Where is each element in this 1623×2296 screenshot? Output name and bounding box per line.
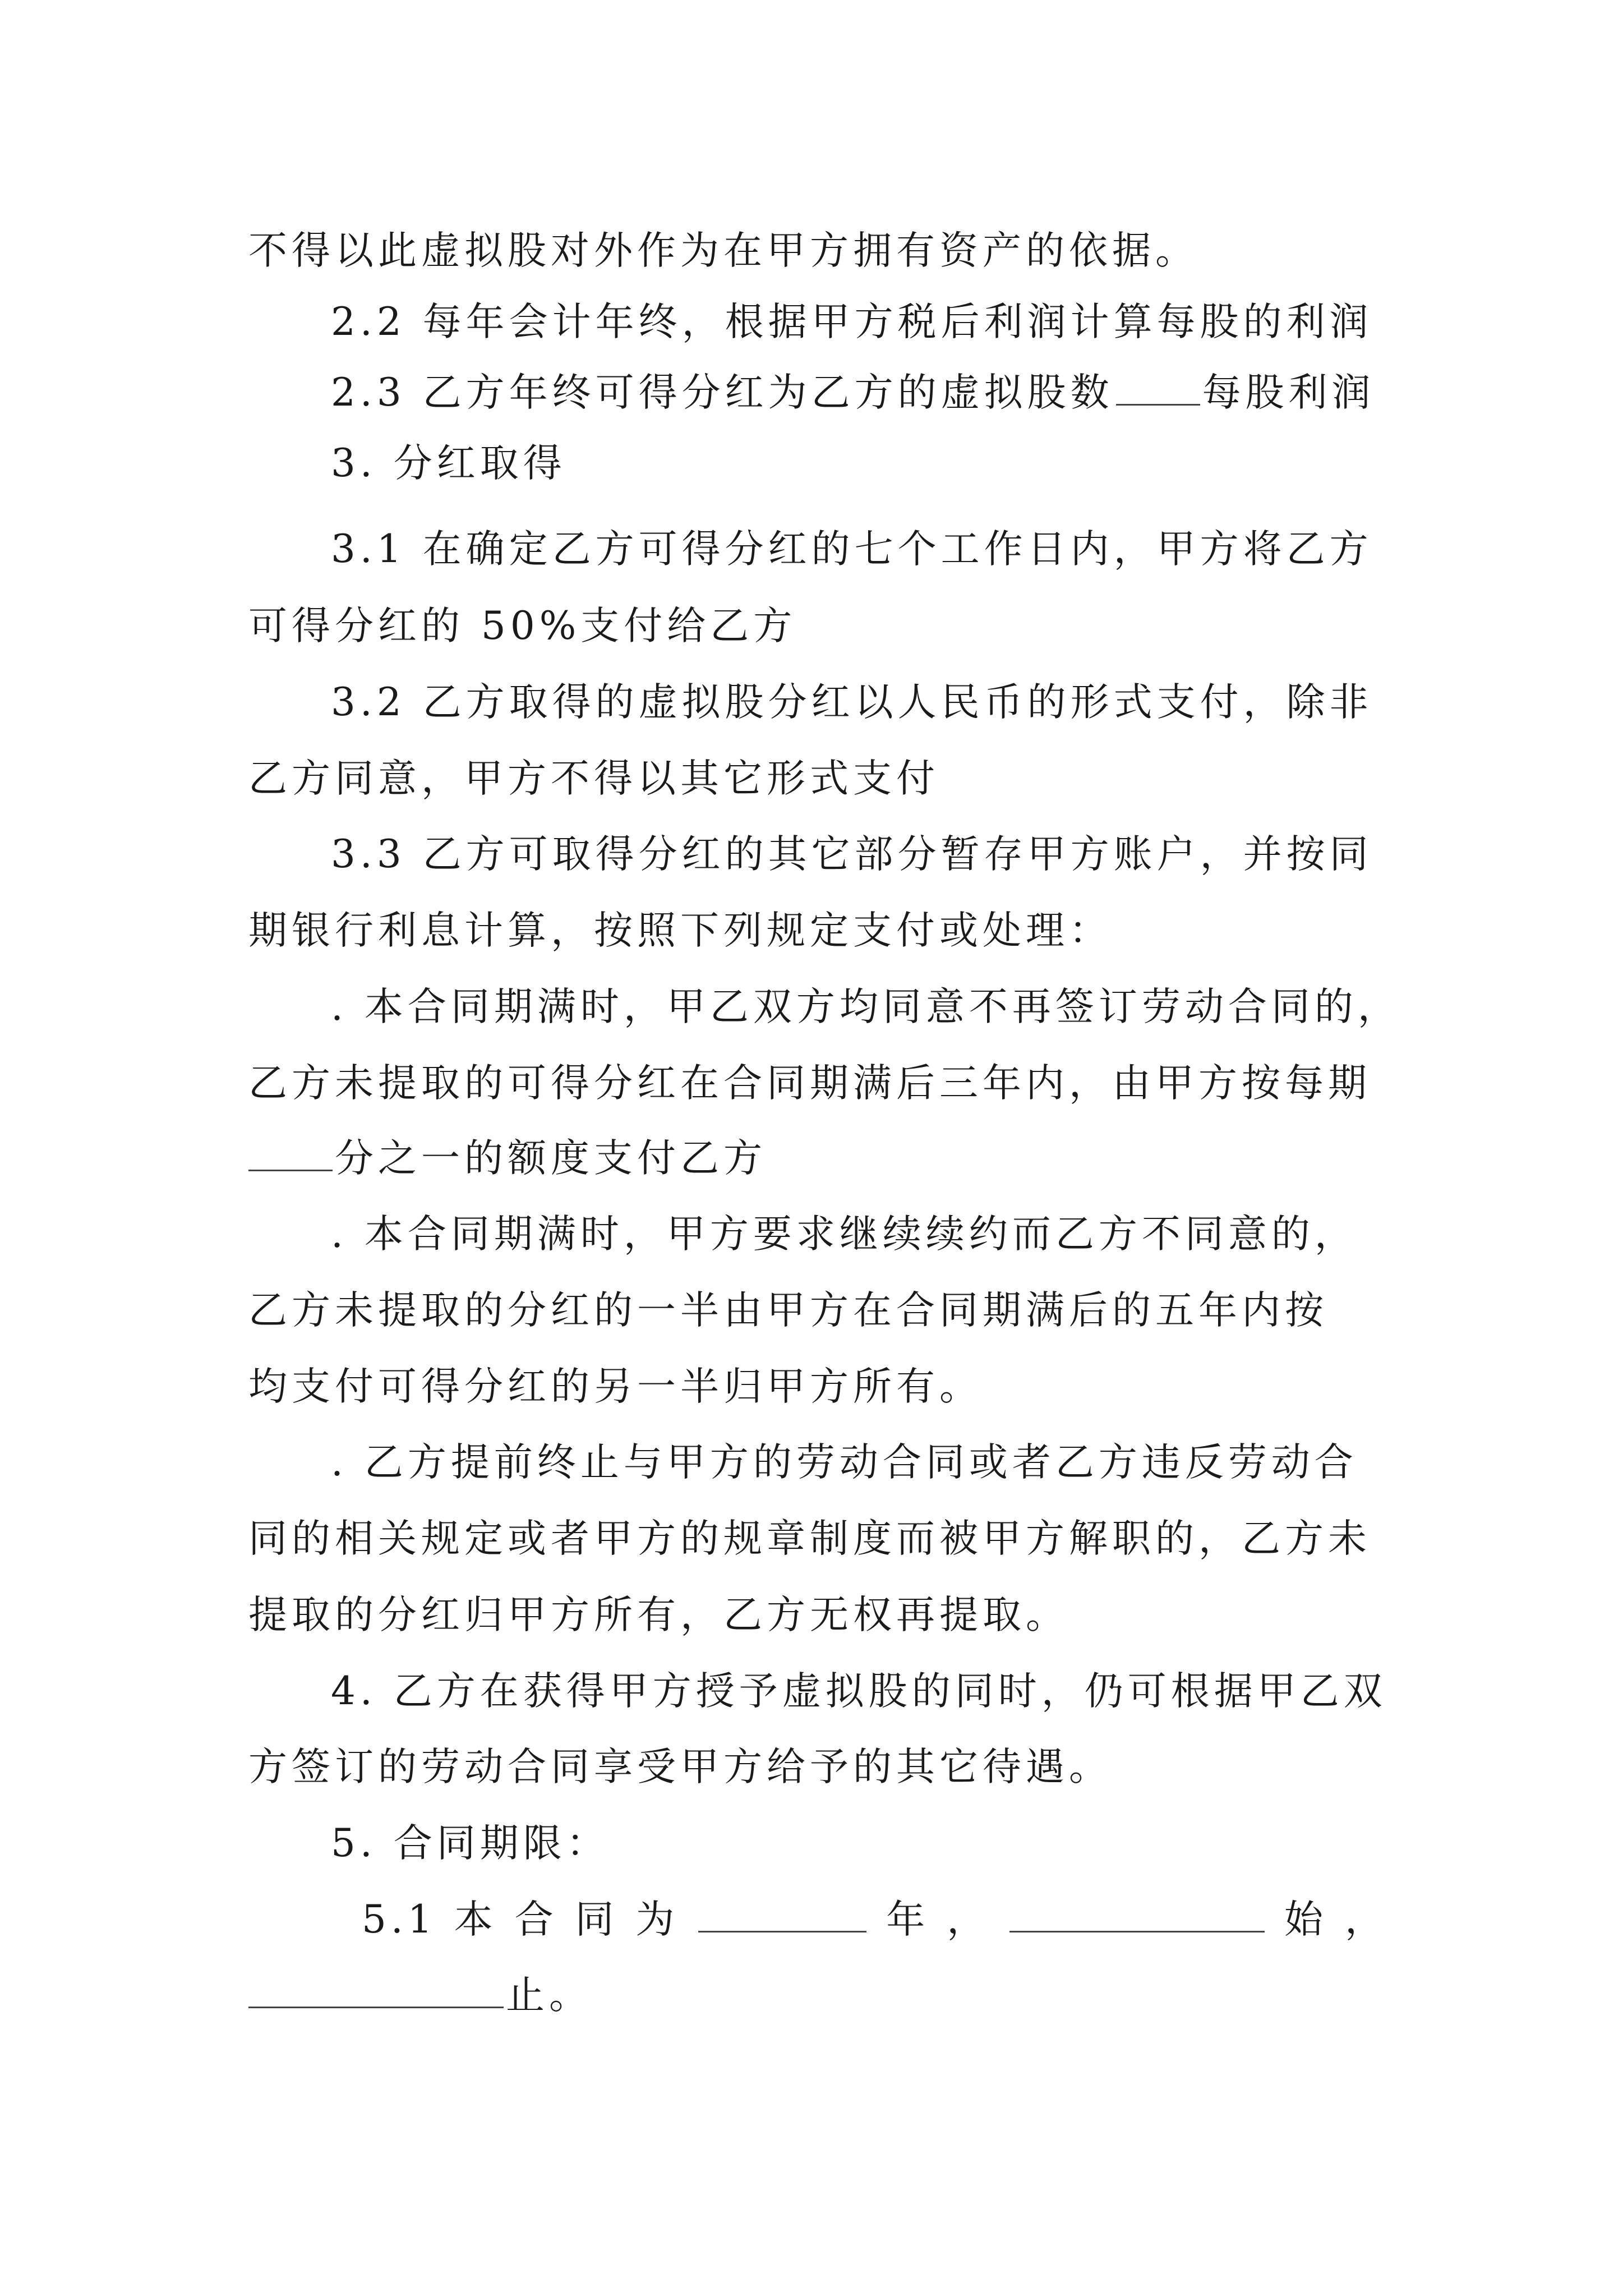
fill-blank[interactable]	[248, 1135, 333, 1171]
text-line: 乙方未提取的可得分红在合同期满后三年内，由甲方按每期	[248, 1061, 1371, 1106]
text-line: 方签订的劳动合同享受甲方给予的其它待遇。	[248, 1745, 1112, 1789]
clause-5-1	[362, 1889, 1388, 1950]
text-line: 可得分红的 50%支付给乙方	[248, 604, 797, 648]
text-line: 不得以此虚拟股对外作为在甲方拥有资产的依据。	[248, 228, 1198, 273]
item-early-termination: . 乙方提前终止与甲方的劳动合同或者乙方违反劳动合	[331, 1440, 1358, 1485]
text-char: 本	[454, 1897, 497, 1942]
item-expiry-both-agree: . 本合同期满时，甲乙双方均同意不再签订劳动合同的，	[331, 984, 1401, 1029]
fill-blank-start-date[interactable]	[1009, 1896, 1265, 1932]
text-char: ，	[947, 1897, 990, 1942]
text-char: 合	[514, 1897, 558, 1942]
section-3-heading: 3. 分红取得	[331, 441, 566, 486]
text-line: 乙方未提取的分红的一半由甲方在合同期满后的五年内按	[248, 1288, 1328, 1333]
text-segment: 止。	[506, 1973, 592, 2018]
fill-blank-years[interactable]	[698, 1896, 866, 1932]
text-line	[248, 1964, 1387, 2026]
item-expiry-renewal: . 本合同期满时，甲方要求继续续约而乙方不同意的，	[331, 1212, 1358, 1257]
text-line: 乙方同意，甲方不得以其它形式支付	[248, 756, 939, 801]
text-char: ，	[1344, 1897, 1388, 1942]
clause-2-3-tail: 每股利润	[1202, 370, 1375, 415]
text-line: 同的相关规定或者甲方的规章制度而被甲方解职的，乙方未	[248, 1516, 1371, 1561]
text-line: 均支付可得分红的另一半归甲方所有。	[248, 1364, 983, 1409]
section-5-heading: 5. 合同期限：	[331, 1821, 610, 1866]
text-char: 为	[635, 1897, 679, 1942]
clause-3-3: 3.3 乙方可取得分红的其它部分暂存甲方账户，并按同	[331, 832, 1373, 877]
text-segment: 分之一的额度支付乙方	[335, 1136, 767, 1181]
text-char: 同	[575, 1897, 619, 1942]
text-line	[248, 1128, 1387, 1189]
text-char: 年	[886, 1897, 930, 1942]
fill-blank[interactable]	[1116, 369, 1200, 406]
clause-number: 5.1	[362, 1897, 437, 1942]
clause-4: 4. 乙方在获得甲方授予虚拟股的同时，仍可根据甲乙双	[331, 1669, 1387, 1714]
clause-2-2: 2.2 每年会计年终，根据甲方税后利润计算每股的利润	[331, 300, 1373, 344]
clause-2-3	[331, 362, 1469, 424]
text-line: 期银行利息计算，按照下列规定支付或处理：	[248, 908, 1112, 953]
text-line: 提取的分红归甲方所有，乙方无权再提取。	[248, 1593, 1069, 1637]
text-char: 始	[1284, 1897, 1328, 1942]
fill-blank-end-date[interactable]	[248, 1972, 504, 2008]
clause-3-1: 3.1 在确定乙方可得分红的七个工作日内，甲方将乙方	[331, 527, 1373, 572]
clause-3-2: 3.2 乙方取得的虚拟股分红以人民币的形式支付，除非	[331, 680, 1373, 725]
clause-2-3-text: 2.3 乙方年终可得分红为乙方的虚拟股数	[331, 370, 1114, 415]
